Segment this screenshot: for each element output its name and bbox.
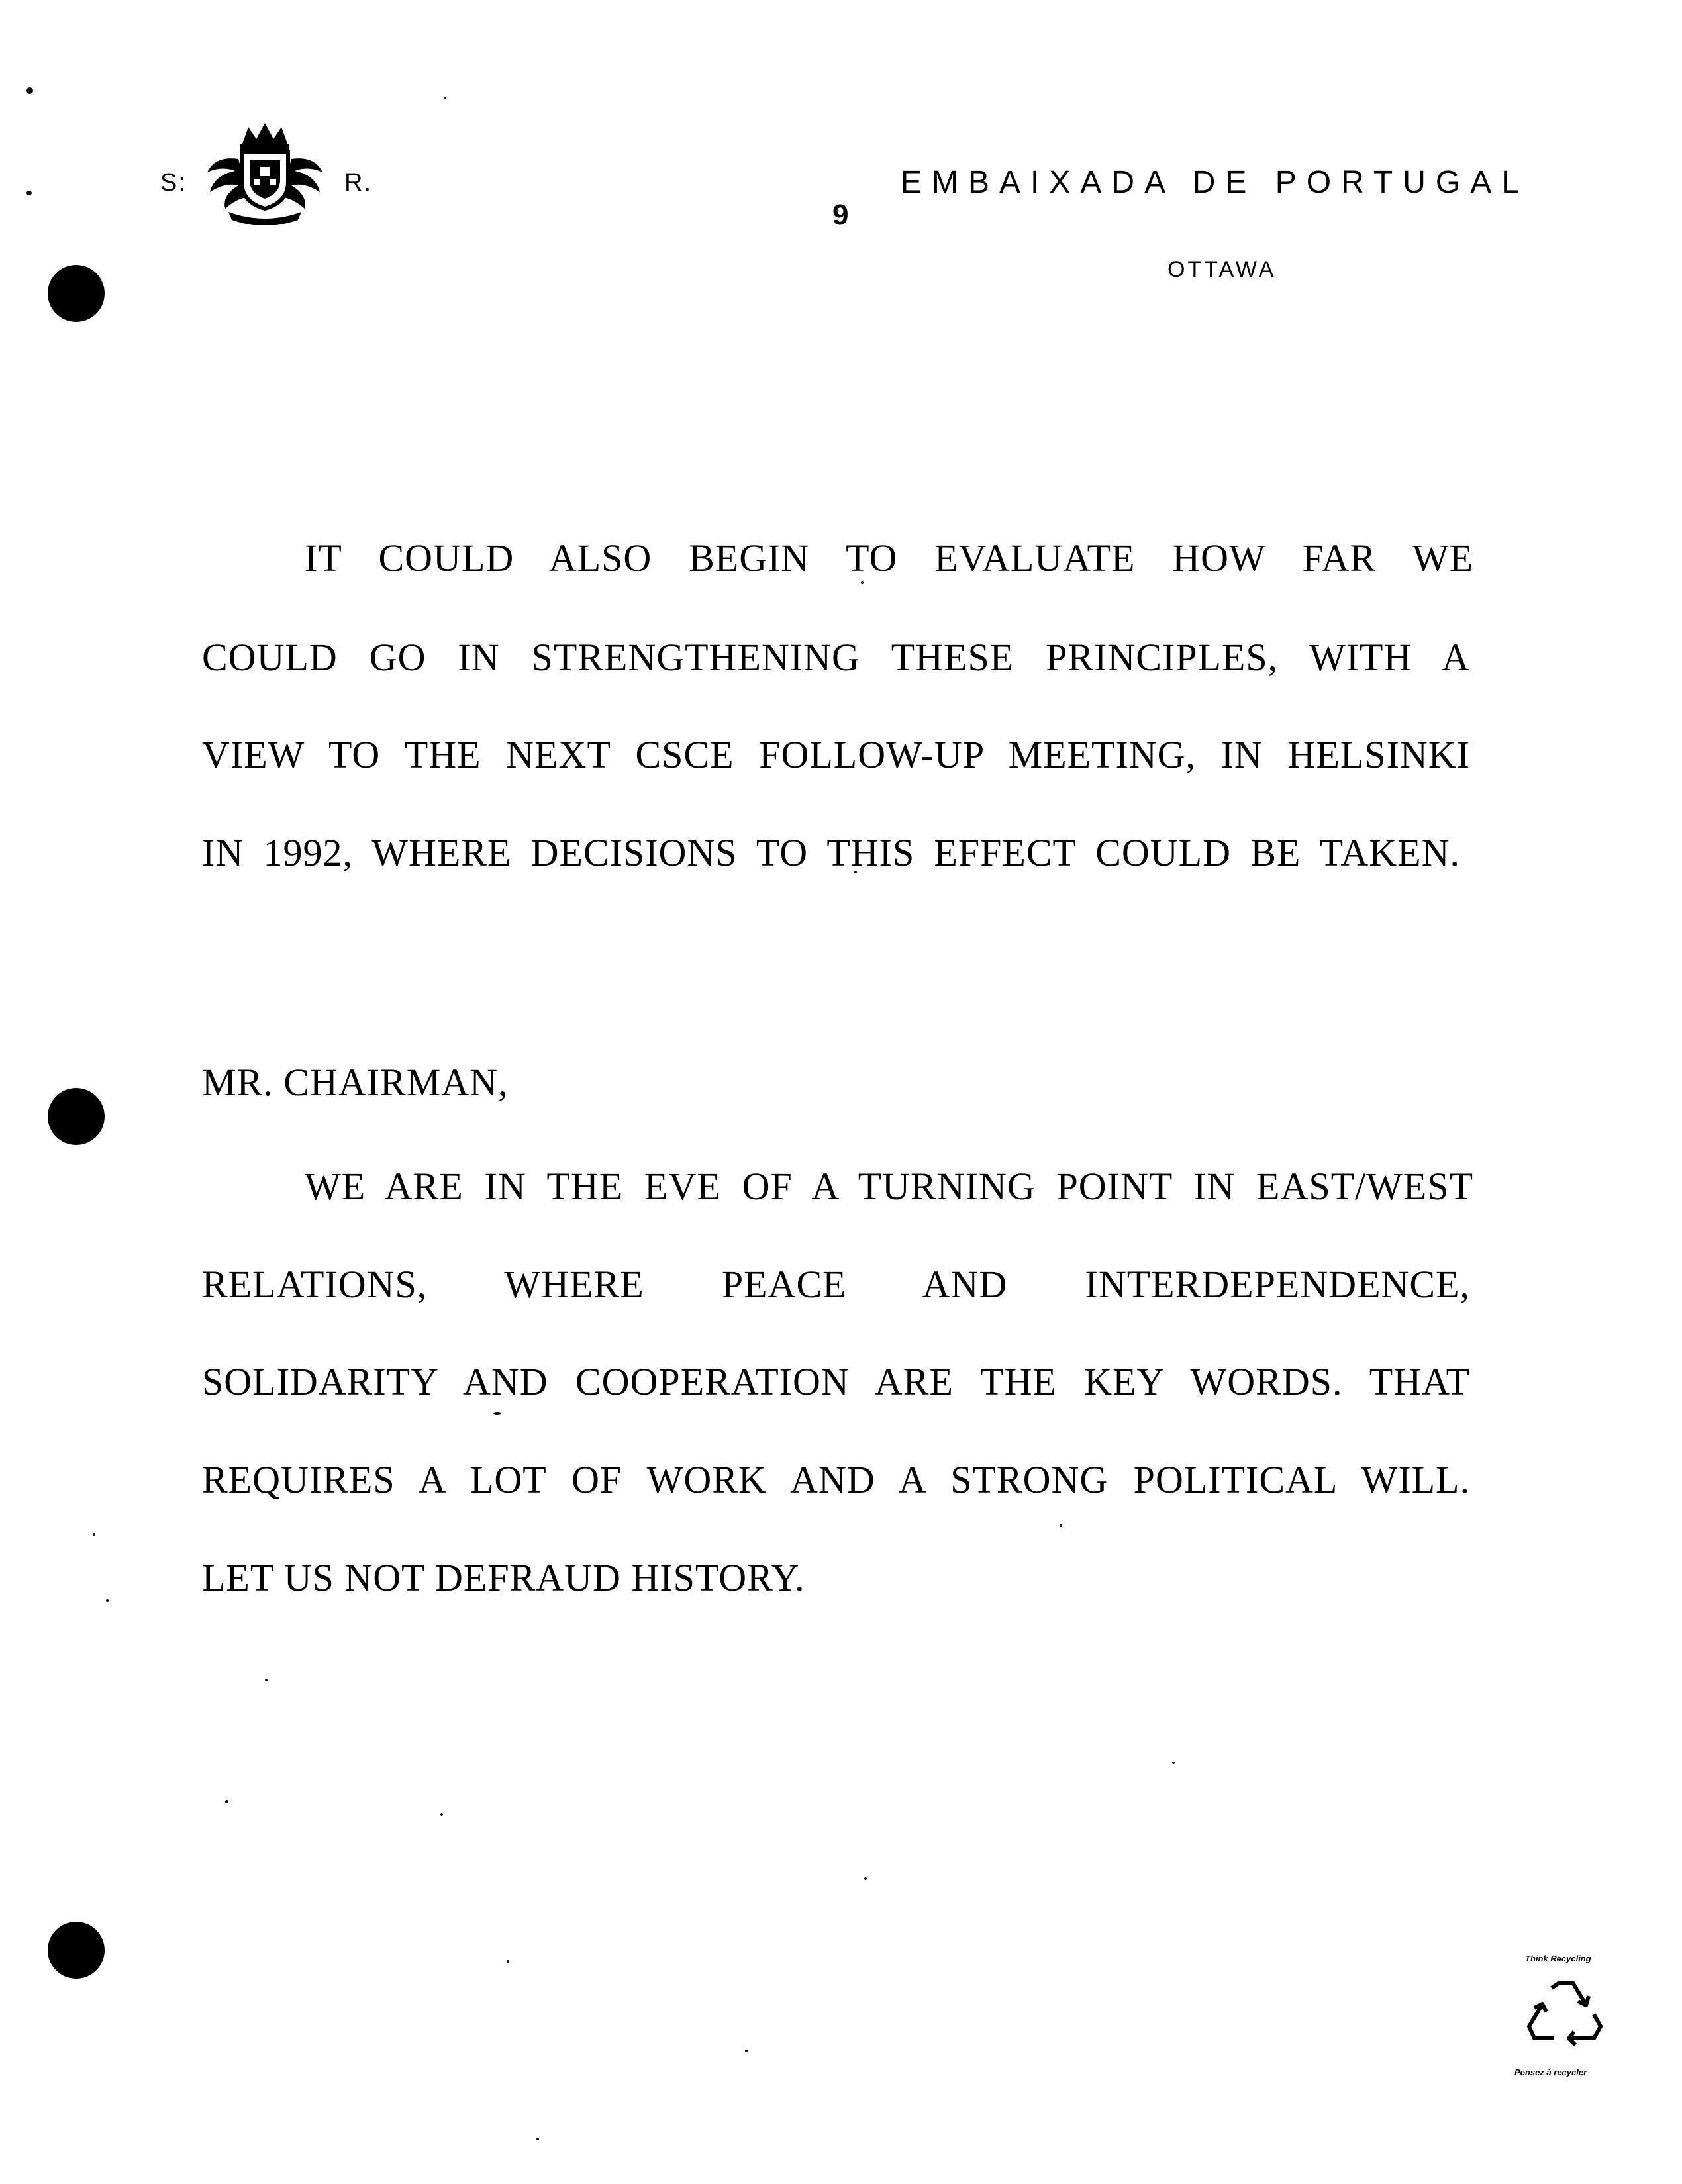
paragraph-2-line-3: SOLIDARITY AND COOPERATION ARE THE KEY WORDS. THAT — [202, 1360, 1470, 1403]
scan-speck — [864, 1877, 867, 1880]
paragraph-2-line-4: REQUIRES A LOT OF WORK AND A STRONG POLITICAL WILL. — [202, 1458, 1470, 1501]
scan-speck — [26, 87, 33, 94]
scan-speck — [861, 581, 864, 584]
scan-speck — [440, 1813, 443, 1816]
recycle-bottom-text: Pensez à recycler — [1514, 2067, 1587, 2077]
portuguese-coat-of-arms-icon — [202, 119, 328, 225]
recycle-logo — [1513, 1954, 1619, 2086]
paragraph-1-line-3: VIEW TO THE NEXT CSCE FOLLOW-UP MEETING, IN HELSINKI — [202, 733, 1470, 776]
scan-speck — [507, 1960, 509, 1963]
paragraph-2-line-2: RELATIONS, WHERE PEACE AND INTERDEPENDENCE, — [202, 1263, 1470, 1306]
scan-speck — [106, 1599, 109, 1602]
page-number: 9 — [832, 199, 849, 231]
paragraph-1-line-1: IT COULD ALSO BEGIN TO EVALUATE HOW FAR WE — [305, 536, 1473, 579]
paragraph-2-line-1: WE ARE IN THE EVE OF A TURNING POINT IN EAST/WEST — [305, 1165, 1473, 1208]
scan-speck — [265, 1679, 268, 1681]
salutation: MR. CHAIRMAN, — [202, 1061, 509, 1104]
recycle-top-text: Think Recycling — [1525, 1954, 1591, 1963]
embassy-city: OTTAWA — [1167, 257, 1277, 282]
punch-hole-bottom — [48, 1922, 105, 1979]
scan-speck — [225, 1800, 228, 1803]
scan-speck — [26, 191, 32, 195]
scan-speck — [1060, 1524, 1062, 1527]
punch-hole-middle — [48, 1088, 105, 1145]
letterhead-right-mark: R. — [344, 169, 372, 197]
embassy-name: EMBAIXADA DE PORTUGAL — [901, 165, 1529, 200]
scan-speck — [1172, 1762, 1175, 1764]
scan-speck — [536, 2138, 539, 2140]
punch-hole-top — [48, 265, 105, 322]
paragraph-2-line-5: LET US NOT DEFRAUD HISTORY. — [202, 1556, 805, 1599]
recycle-icon — [1520, 1968, 1612, 2064]
scan-speck — [745, 2050, 748, 2052]
scan-speck — [444, 97, 446, 99]
scan-speck — [493, 1412, 501, 1415]
paragraph-1-line-2: COULD GO IN STRENGTHENING THESE PRINCIPLES, WITH A — [202, 636, 1470, 679]
paragraph-1-line-4: IN 1992, WHERE DECISIONS TO THIS EFFECT COULD BE TAKEN. — [202, 831, 1460, 874]
scan-speck — [93, 1533, 95, 1536]
letterhead-left-mark: S: — [160, 169, 187, 197]
